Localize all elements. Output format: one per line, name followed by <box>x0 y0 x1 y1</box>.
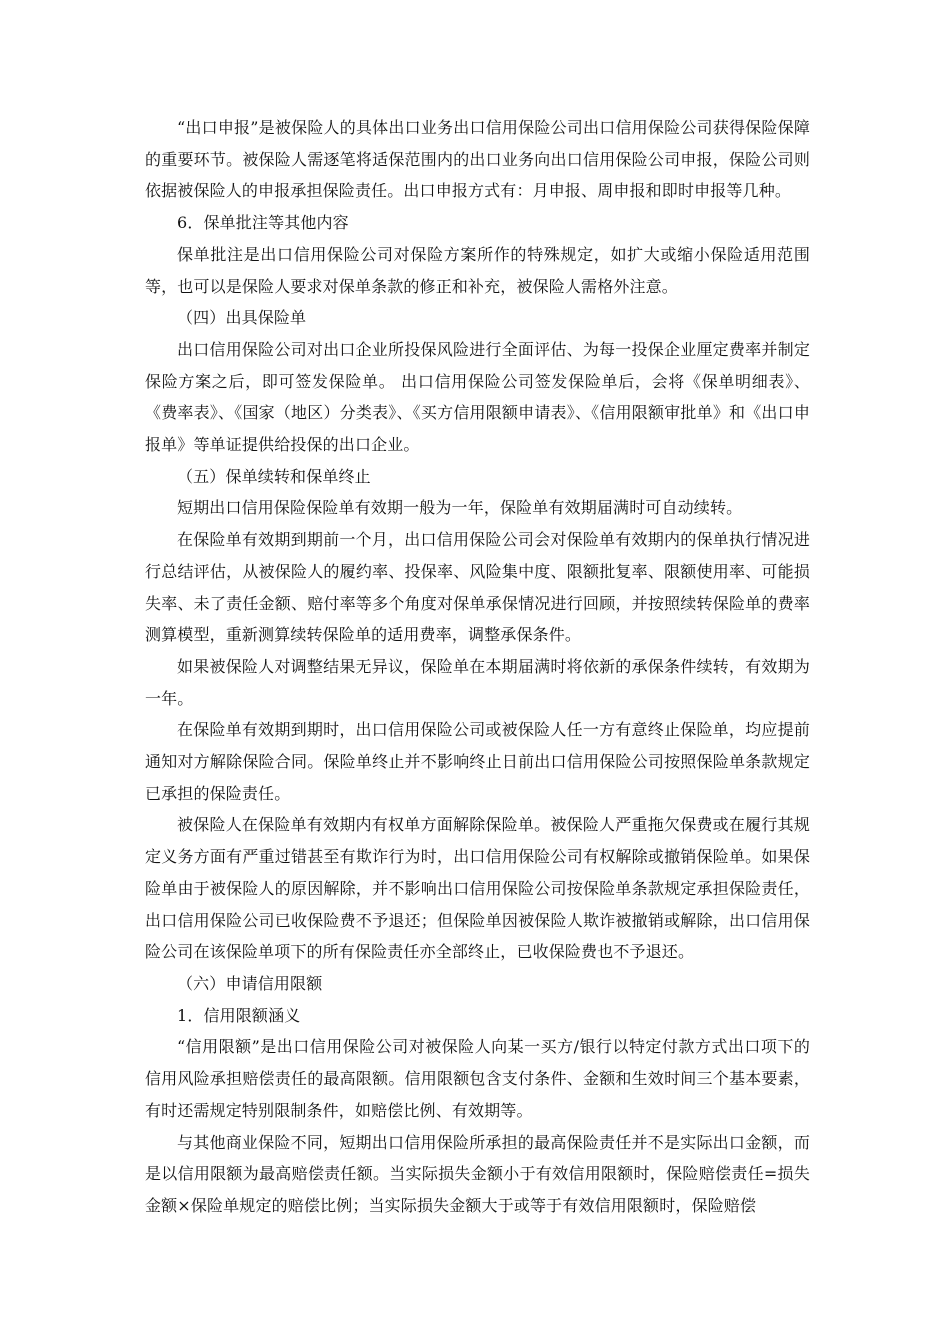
heading-credit-limit-application: （六）申请信用限额 <box>177 973 323 993</box>
paragraph-validity: 短期出口信用保险保险单有效期一般为一年，保险单有效期届满时可自动续转。 <box>177 498 743 518</box>
heading-policy-endorsement: 6．保单批注等其他内容 <box>177 213 349 233</box>
document-body <box>145 112 810 1222</box>
paragraph-export-declaration: “出口申报”是被保险人的具体出口业务出口信用保险公司出口信用保险公司获得保险保障的重要环节。被保险人需逐笔将适保范围内的出口业务向出口信用保险公司申报，保险公司则依据被保险人的申报承担保险责任。出口申报方式有：月申报、周申报和即时申报等几种。 <box>145 118 810 201</box>
heading-credit-limit-meaning: 1．信用限额涵义 <box>177 1005 301 1025</box>
paragraph-max-liability: 与其他商业保险不同，短期出口信用保险所承担的最高保险责任并不是实际出口金额，而是以信用限额为最高赔偿责任额。当实际损失金额小于有效信用限额时，保险赔偿责任=损失金额×保险单规定的赔偿比例；当实际损失金额大于或等于有效信用限额时，保险赔偿 <box>145 1132 810 1215</box>
heading-issue-policy: （四）出具保险单 <box>177 308 307 328</box>
paragraph-policy-endorsement: 保单批注是出口信用保险公司对保险方案所作的特殊规定，如扩大或缩小保险适用范围等，也可以是保险人要求对保单条款的修正和补充，被保险人需格外注意。 <box>145 244 810 296</box>
paragraph-issue-policy: 出口信用保险公司对出口企业所投保风险进行全面评估、为每一投保企业厘定费率并制定保险方案之后，即可签发保险单。 出口信用保险公司签发保险单后，会将《保单明细表》、《费率表》、《国家（地区）分类表》、《买方信用限额申请表》、《信用限额审批单》和《出口申报单》等单证提供给投保的出口企业。 <box>145 339 810 455</box>
paragraph-credit-limit-definition: “信用限额”是出口信用保险公司对被保险人向某一买方/银行以特定付款方式出口项下的信用风险承担赔偿责任的最高限额。信用限额包含支付条件、金额和生效时间三个基本要素，有时还需规定特别限制条件，如赔偿比例、有效期等。 <box>145 1037 810 1120</box>
paragraph-renewal-review: 在保险单有效期到期前一个月，出口信用保险公司会对保险单有效期内的保单执行情况进行总结评估，从被保险人的履约率、投保率、风险集中度、限额批复率、限额使用率、可能损失率、未了责任金额、赔付率等多个角度对保单承保情况进行回顾，并按照续转保险单的费率测算模型，重新测算续转保险单的适用费率，调整承保条件。 <box>145 530 810 645</box>
paragraph-cancellation: 被保险人在保险单有效期内有权单方面解除保险单。被保险人严重拖欠保费或在履行其规定义务方面有严重过错甚至有欺诈行为时，出口信用保险公司有权解除或撤销保险单。如果保险单由于被保险人的原因解除，并不影响出口信用保险公司按保险单条款规定承担保险责任，出口信用保险公司已收保险费不予退还；但保险单因被保险人欺诈被撤销或解除，出口信用保险公司在该保险单项下的所有保险责任亦全部终止，已收保险费也不予退还。 <box>145 815 810 962</box>
paragraph-termination: 在保险单有效期到期时，出口信用保险公司或被保险人任一方有意终止保险单，均应提前通知对方解除保险合同。保险单终止并不影响终止日前出口信用保险公司按照保险单条款规定已承担的保险责任。 <box>145 720 810 803</box>
heading-renewal-termination: （五）保单续转和保单终止 <box>177 466 371 486</box>
paragraph-renewal-terms: 如果被保险人对调整结果无异议，保险单在本期届满时将依新的承保条件续转，有效期为一年。 <box>145 656 810 708</box>
